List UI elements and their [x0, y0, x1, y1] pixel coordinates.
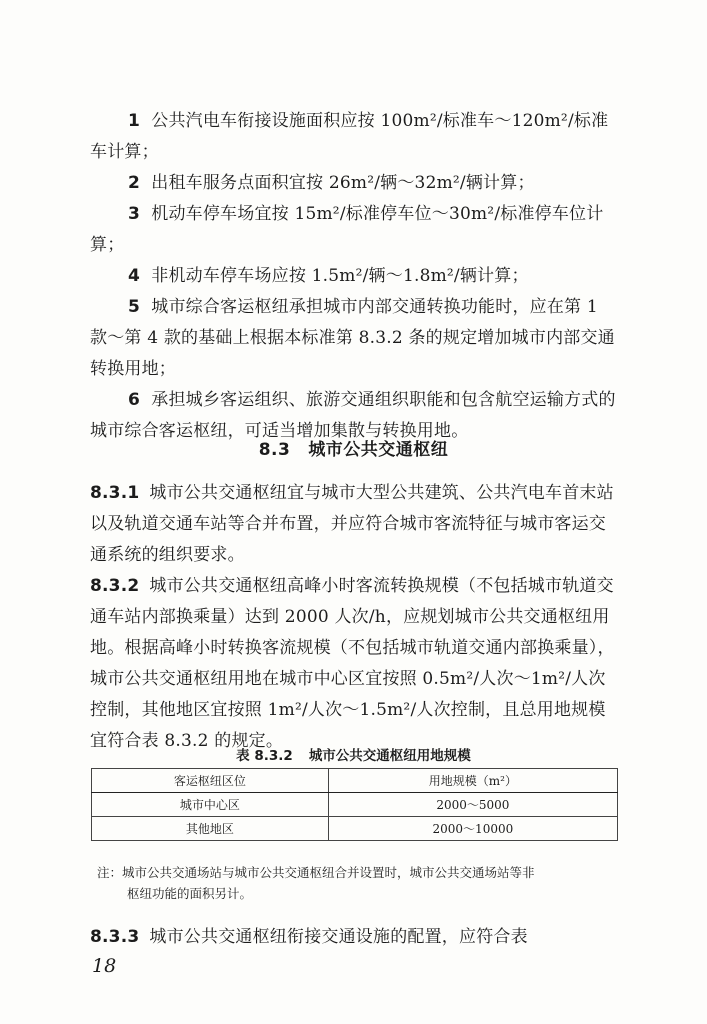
list-item — [90, 199, 620, 261]
item-text: 承担城乡客运组织、旅游交通组织职能和包含航空运输方式的城市综合客运枢纽，可适当增加集散与转换用地。 — [90, 390, 616, 441]
clause-text: 城市公共交通枢纽衔接交通设施的配置，应符合表 — [149, 927, 528, 947]
clause-number: 8.3.3 — [90, 927, 140, 947]
table-cell: 其他地区 — [92, 817, 329, 841]
table-row — [92, 817, 618, 841]
list-item — [90, 261, 620, 292]
page-number: 18 — [92, 955, 117, 977]
list-item — [90, 292, 620, 385]
table-cell: 城市中心区 — [92, 793, 329, 817]
table-caption — [0, 744, 707, 764]
clause-text: 城市公共交通枢纽宜与城市大型公共建筑、公共汽电车首末站以及轨道交通车站等合并布置，并应符合城市客流特征与城市客运交通系统的组织要求。 — [90, 483, 614, 565]
section-number: 8.3 — [258, 440, 291, 460]
item-text: 出租车服务点面积宜按 26m²/辆～32m²/辆计算； — [151, 173, 535, 193]
clause — [90, 478, 620, 571]
clause-text: 城市公共交通枢纽高峰小时客流转换规模（不包括城市轨道交通车站内部换乘量）达到 2000 人次/h，应规划城市公共交通枢纽用地。根据高峰小时转换客流规模（不包括城市轨道交通内部换乘量），城市公共交通枢纽用地在城市中心区宜按照 0.5m²/人次～1m²/人次控制，其他地区宜按照 1m²/人次～1.5m²/人次控制，且总用地规模宜符合表 8.3.2 的规定。 — [90, 576, 615, 751]
table-header-cell: 用地规模（m²） — [328, 769, 617, 793]
clause-number: 8.3.1 — [90, 483, 140, 503]
note-line: 注：城市公共交通场站与城市公共交通枢纽合并设置时，城市公共交通场站等非 — [97, 865, 535, 880]
table-title: 城市公共交通枢纽用地规模 — [308, 748, 471, 764]
clause — [90, 571, 620, 757]
item-text: 机动车停车场宜按 15m²/标准停车位～30m²/标准停车位计算； — [90, 204, 604, 255]
item-text: 非机动车停车场应按 1.5m²/辆～1.8m²/辆计算； — [151, 266, 529, 286]
item-number: 2 — [128, 173, 141, 193]
table-header-row — [92, 769, 618, 793]
table-note — [97, 862, 617, 904]
item-number: 5 — [128, 297, 141, 317]
note-line: 枢纽功能的面积另计。 — [127, 886, 253, 901]
section-heading — [0, 435, 707, 460]
table-number: 表 8.3.2 — [236, 748, 293, 764]
list-item — [90, 106, 620, 168]
land-scale-table — [91, 768, 618, 841]
clause-number: 8.3.2 — [90, 576, 140, 596]
item-number: 4 — [128, 266, 141, 286]
clause — [90, 922, 620, 953]
table-header-cell: 客运枢纽区位 — [92, 769, 329, 793]
table-cell: 2000～5000 — [328, 793, 617, 817]
item-text: 城市综合客运枢纽承担城市内部交通转换功能时，应在第 1 款～第 4 款的基础上根据本标准第 8.3.2 条的规定增加城市内部交通转换用地； — [90, 297, 615, 379]
item-number: 6 — [128, 390, 141, 410]
table-cell: 2000～10000 — [328, 817, 617, 841]
table-row — [92, 793, 618, 817]
section-title: 城市公共交通枢纽 — [308, 440, 449, 460]
list-item — [90, 168, 620, 199]
item-number: 3 — [128, 204, 141, 224]
item-number: 1 — [128, 111, 141, 131]
item-text: 公共汽电车衔接设施面积应按 100m²/标准车～120m²/标准车计算； — [90, 111, 609, 162]
